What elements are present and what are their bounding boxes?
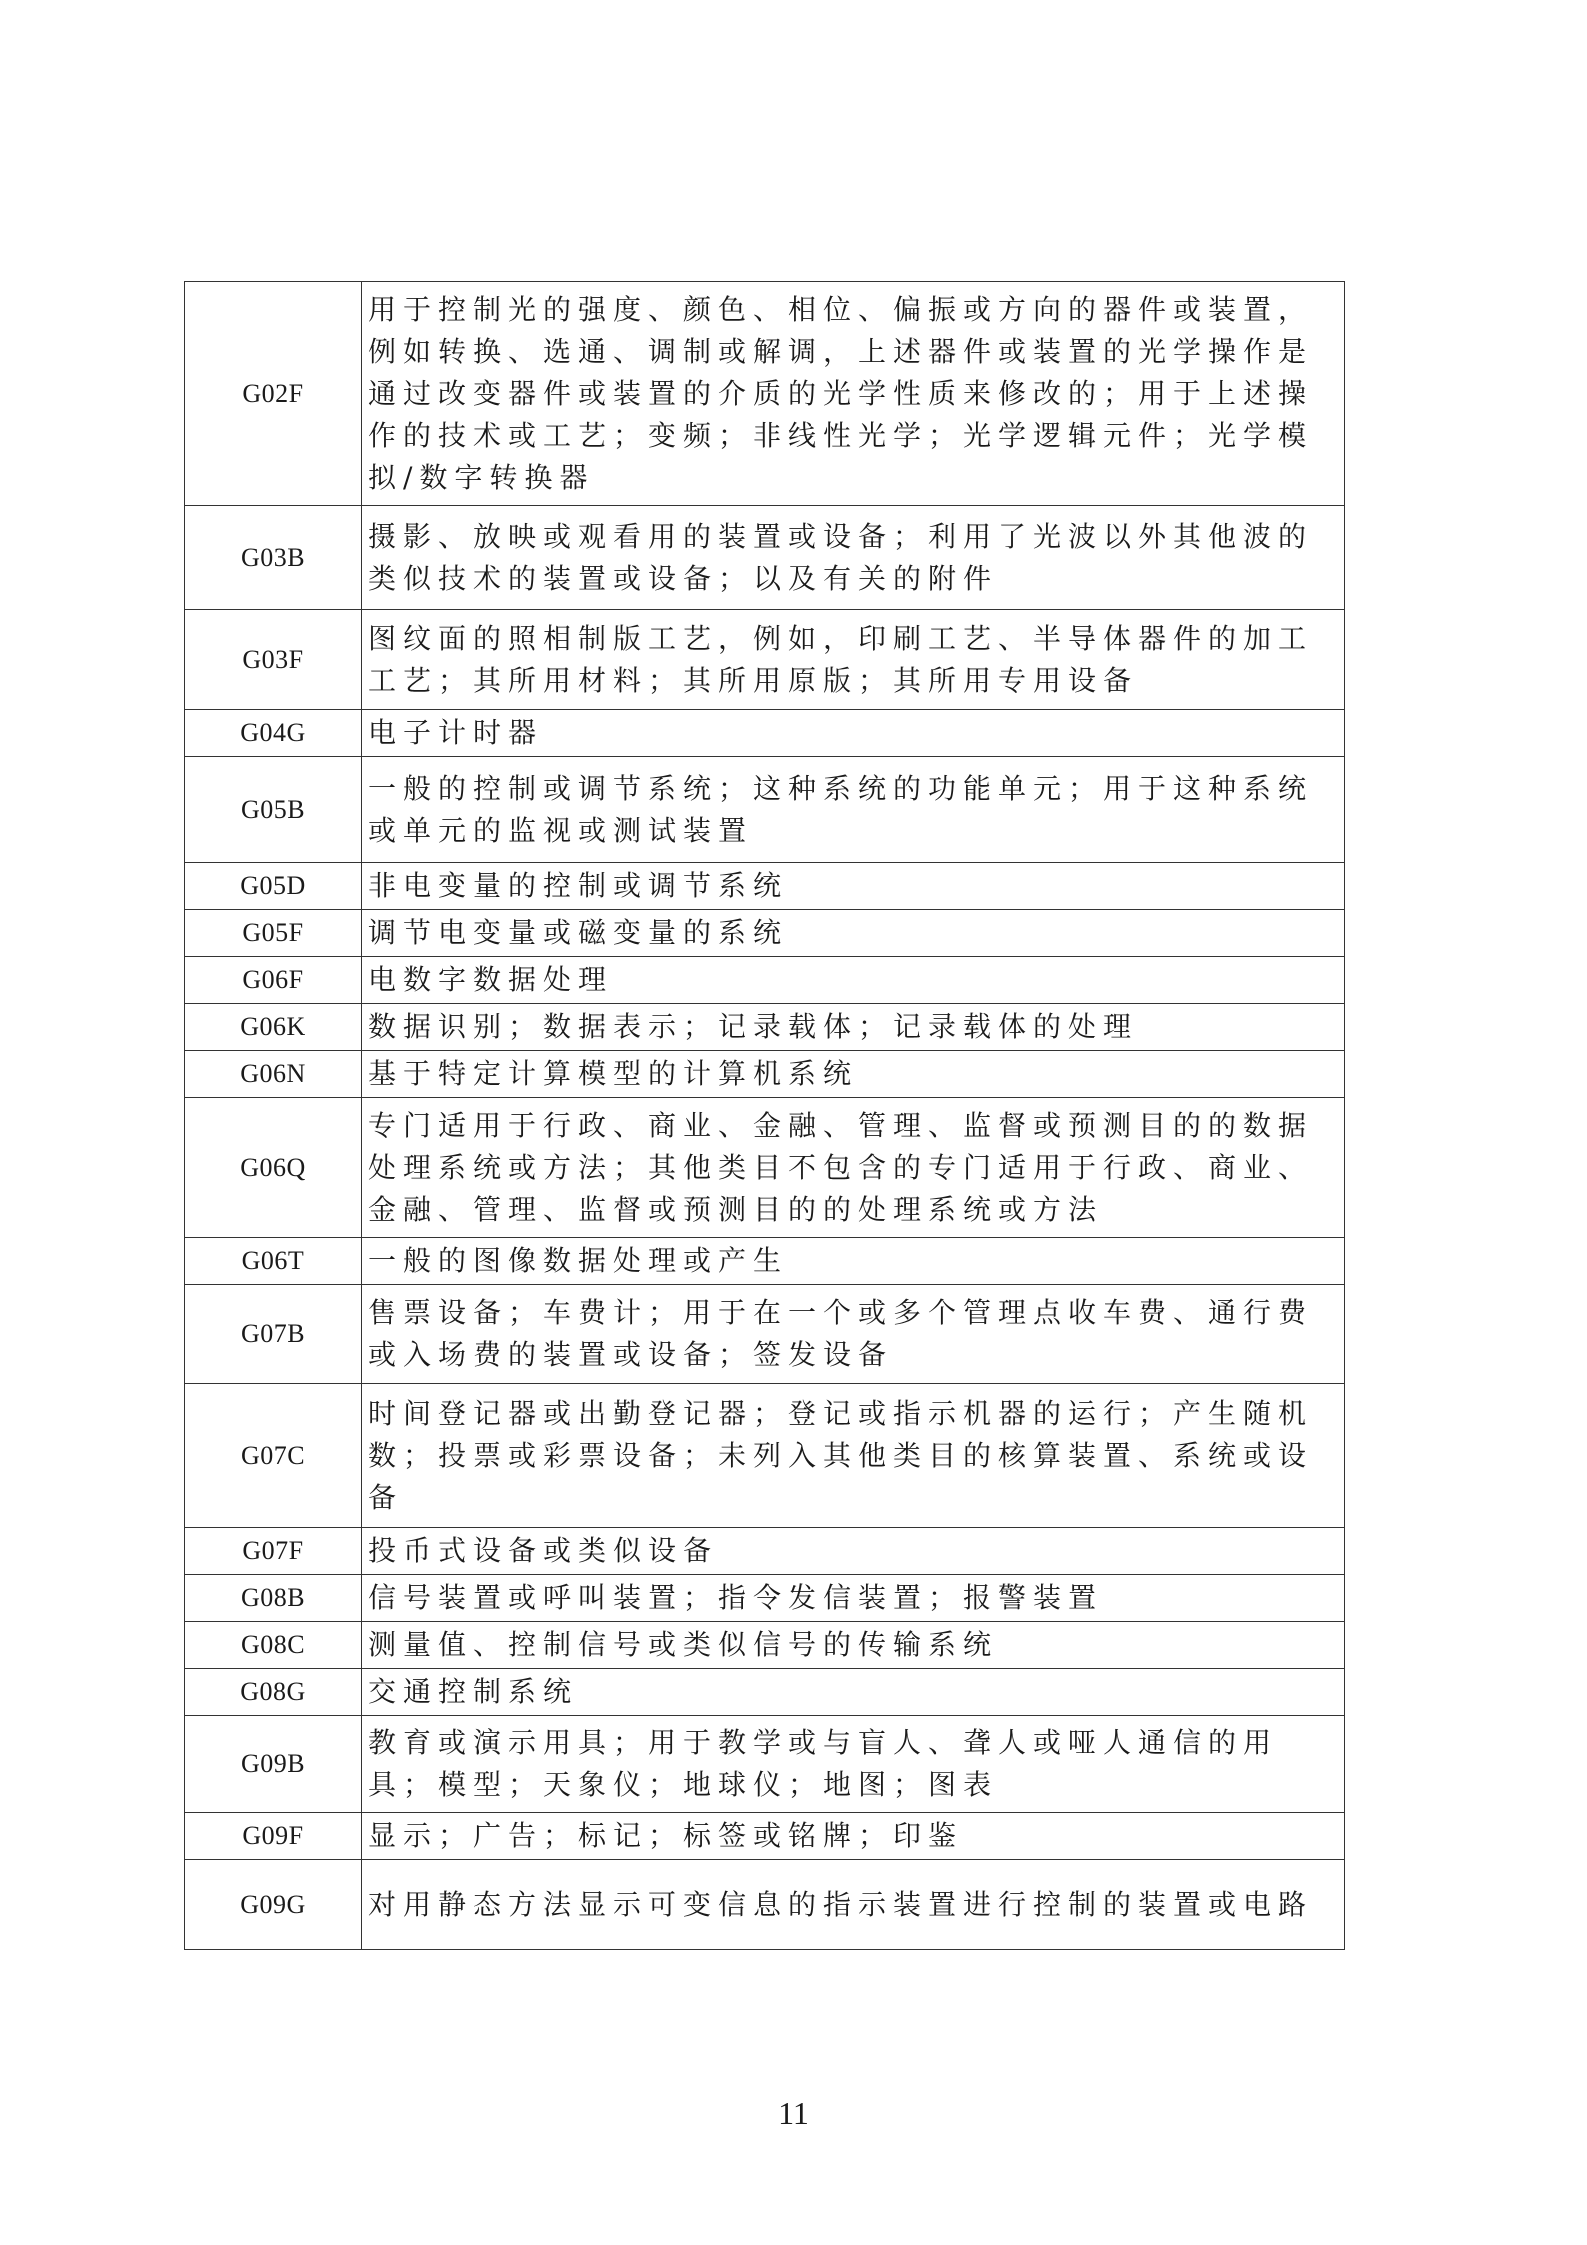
- description-cell: 交通控制系统: [362, 1669, 1345, 1716]
- description-cell: 专门适用于行政、商业、金融、管理、监督或预测目的的数据处理系统或方法；其他类目不包含的专门适用于行政、商业、金融、管理、监督或预测目的的处理系统或方法: [362, 1098, 1345, 1238]
- table-row: [185, 957, 1345, 1004]
- ipc-code-cell: G05B: [185, 757, 362, 863]
- description-cell: 用于控制光的强度、颜色、相位、偏振或方向的器件或装置，例如转换、选通、调制或解调，上述器件或装置的光学操作是通过改变器件或装置的介质的光学性质来修改的；用于上述操作的技术或工艺；变频；非线性光学；光学逻辑元件；光学模拟/数字转换器: [362, 282, 1345, 506]
- description-cell: 一般的图像数据处理或产生: [362, 1238, 1345, 1285]
- ipc-code-cell: G09F: [185, 1813, 362, 1860]
- ipc-code-cell: G06Q: [185, 1098, 362, 1238]
- ipc-code-cell: G06N: [185, 1051, 362, 1098]
- description-cell: 非电变量的控制或调节系统: [362, 863, 1345, 910]
- table-row: [185, 1285, 1345, 1384]
- description-cell: 显示；广告；标记；标签或铭牌；印鉴: [362, 1813, 1345, 1860]
- ipc-code-cell: G06K: [185, 1004, 362, 1051]
- table-row: [185, 1528, 1345, 1575]
- description-cell: 投币式设备或类似设备: [362, 1528, 1345, 1575]
- table-row: [185, 1384, 1345, 1528]
- description-cell: 图纹面的照相制版工艺，例如，印刷工艺、半导体器件的加工工艺；其所用材料；其所用原版；其所用专用设备: [362, 610, 1345, 710]
- description-cell: 摄影、放映或观看用的装置或设备；利用了光波以外其他波的类似技术的装置或设备；以及有关的附件: [362, 506, 1345, 610]
- ipc-code-cell: G08G: [185, 1669, 362, 1716]
- ipc-code-cell: G09G: [185, 1860, 362, 1950]
- classification-table: [184, 281, 1345, 1950]
- ipc-code-cell: G06T: [185, 1238, 362, 1285]
- table-row: [185, 910, 1345, 957]
- description-cell: 对用静态方法显示可变信息的指示装置进行控制的装置或电路: [362, 1860, 1345, 1950]
- description-cell: 电子计时器: [362, 710, 1345, 757]
- table-row: [185, 1622, 1345, 1669]
- table-row: [185, 1669, 1345, 1716]
- table-row: [185, 1860, 1345, 1950]
- ipc-code-cell: G08B: [185, 1575, 362, 1622]
- ipc-code-cell: G06F: [185, 957, 362, 1004]
- description-cell: 电数字数据处理: [362, 957, 1345, 1004]
- description-cell: 基于特定计算模型的计算机系统: [362, 1051, 1345, 1098]
- description-cell: 数据识别；数据表示；记录载体；记录载体的处理: [362, 1004, 1345, 1051]
- page-number: 11: [778, 2095, 809, 2131]
- ipc-code-cell: G07B: [185, 1285, 362, 1384]
- ipc-code-cell: G07C: [185, 1384, 362, 1528]
- table-row: [185, 1098, 1345, 1238]
- ipc-code-cell: G07F: [185, 1528, 362, 1575]
- description-cell: 教育或演示用具；用于教学或与盲人、聋人或哑人通信的用具；模型；天象仪；地球仪；地图；图表: [362, 1716, 1345, 1813]
- table-row: [185, 863, 1345, 910]
- table-row: [185, 1716, 1345, 1813]
- table-row: [185, 1238, 1345, 1285]
- description-cell: 调节电变量或磁变量的系统: [362, 910, 1345, 957]
- table-row: [185, 1004, 1345, 1051]
- table-row: [185, 282, 1345, 506]
- description-cell: 售票设备；车费计；用于在一个或多个管理点收车费、通行费或入场费的装置或设备；签发设备: [362, 1285, 1345, 1384]
- description-cell: 信号装置或呼叫装置；指令发信装置；报警装置: [362, 1575, 1345, 1622]
- table-row: [185, 506, 1345, 610]
- ipc-code-cell: G08C: [185, 1622, 362, 1669]
- description-cell: 时间登记器或出勤登记器；登记或指示机器的运行；产生随机数；投票或彩票设备；未列入其他类目的核算装置、系统或设备: [362, 1384, 1345, 1528]
- table-row: [185, 610, 1345, 710]
- table-row: [185, 1813, 1345, 1860]
- ipc-code-cell: G05F: [185, 910, 362, 957]
- ipc-code-cell: G03F: [185, 610, 362, 710]
- ipc-code-cell: G02F: [185, 282, 362, 506]
- ipc-code-cell: G05D: [185, 863, 362, 910]
- description-cell: 测量值、控制信号或类似信号的传输系统: [362, 1622, 1345, 1669]
- table-row: [185, 1051, 1345, 1098]
- table-row: [185, 1575, 1345, 1622]
- table-row: [185, 757, 1345, 863]
- table-row: [185, 710, 1345, 757]
- description-cell: 一般的控制或调节系统；这种系统的功能单元；用于这种系统或单元的监视或测试装置: [362, 757, 1345, 863]
- ipc-code-cell: G09B: [185, 1716, 362, 1813]
- ipc-code-cell: G04G: [185, 710, 362, 757]
- ipc-code-cell: G03B: [185, 506, 362, 610]
